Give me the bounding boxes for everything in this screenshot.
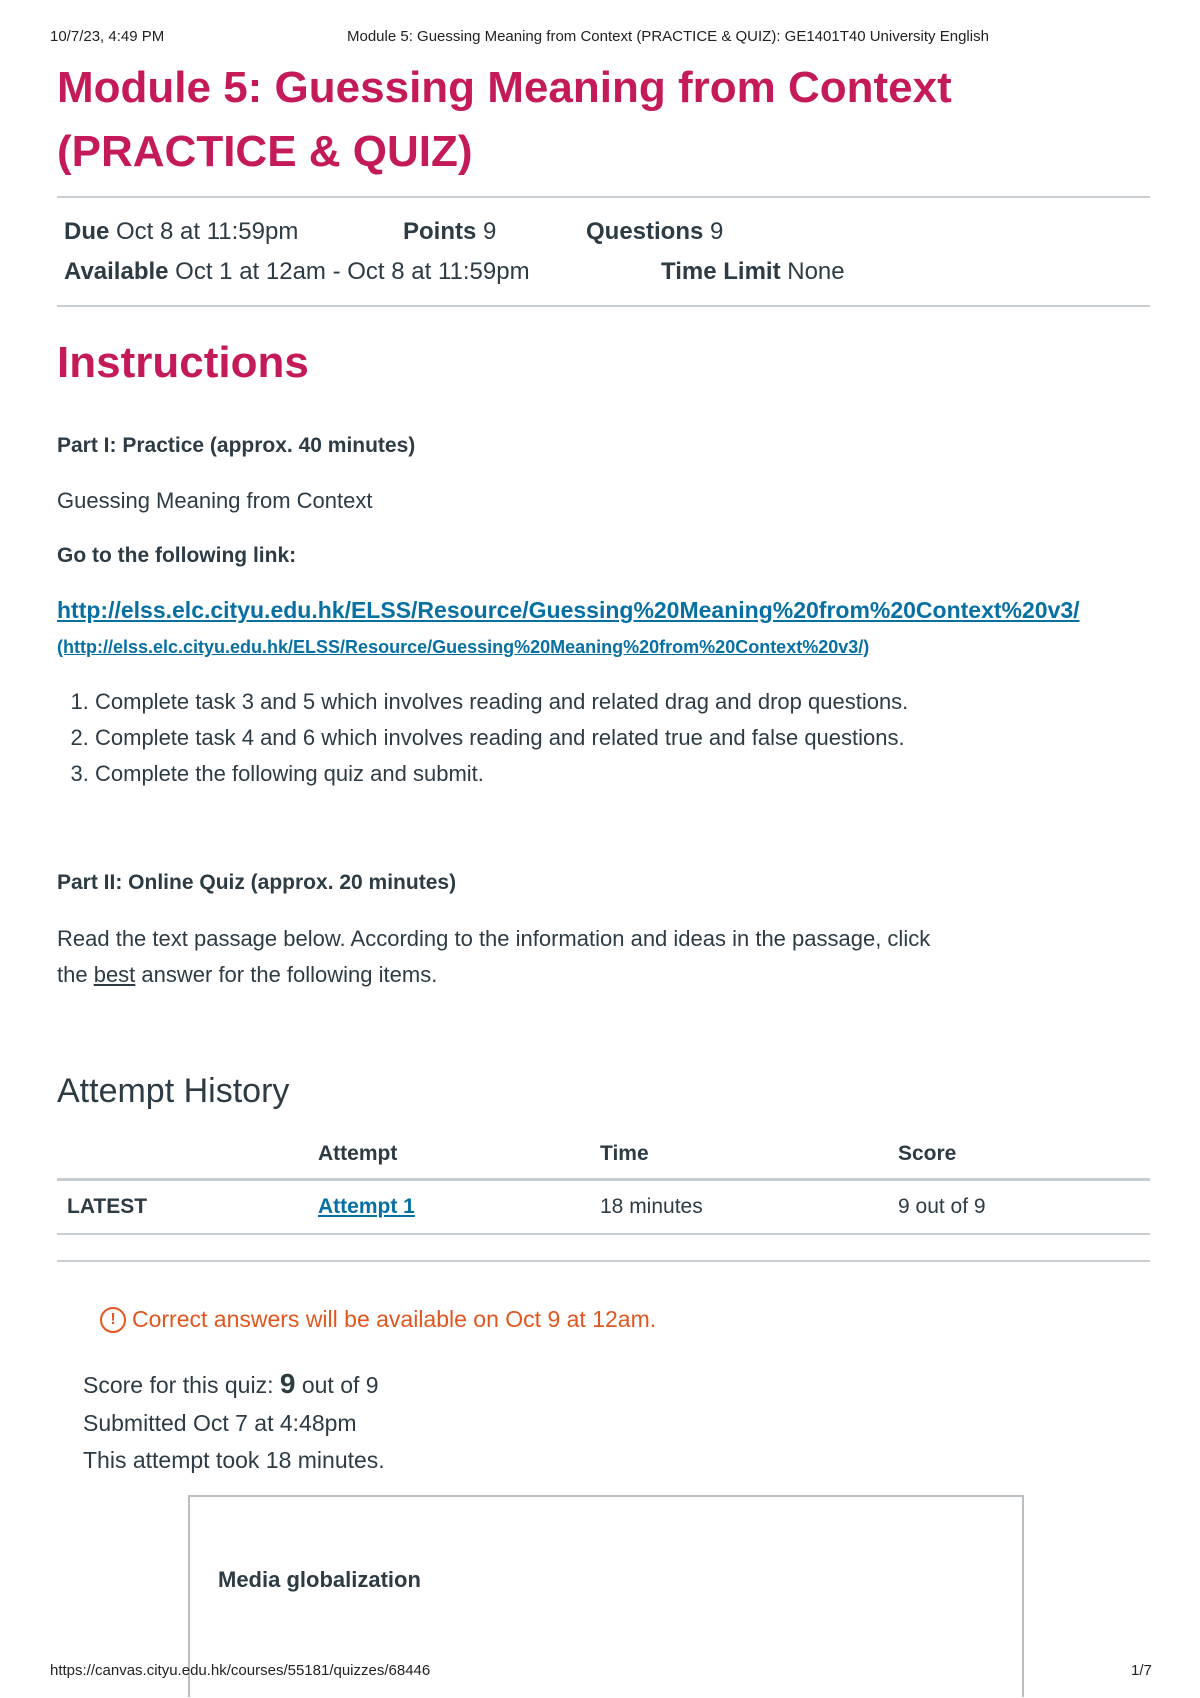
list-item: 3. Complete the following quiz and submit. <box>95 756 1137 792</box>
column-header: Score <box>888 1130 1150 1180</box>
part2-text-a: the <box>57 962 94 987</box>
practice-link[interactable]: http://elss.elc.cityu.edu.hk/ELSS/Resource/Guessing%20Meaning%20from%20Context%20v3/ <box>57 597 1080 623</box>
due-info <box>64 218 298 246</box>
part1-heading: Part I: Practice (approx. 40 minutes) <box>57 434 416 457</box>
part1-text: Guessing Meaning from Context <box>57 488 373 513</box>
part2-text-line1: Read the text passage below. According to the information and ideas in the passage, click <box>57 926 931 951</box>
attempt-score: 9 out of 9 <box>888 1180 1150 1235</box>
due-label: Due <box>64 218 110 245</box>
emphasis-best: best <box>93 962 136 987</box>
available-info <box>64 258 530 286</box>
available-label: Available <box>64 258 169 285</box>
attempt-history-table <box>57 1130 1150 1235</box>
score-prefix: Score for this quiz: <box>83 1372 280 1398</box>
print-datetime: 10/7/23, 4:49 PM <box>50 28 165 45</box>
time-limit-value: None <box>787 258 845 285</box>
attempt-history-heading: Attempt History <box>57 1072 290 1110</box>
steps-list <box>57 684 1137 792</box>
exclamation-circle-icon: ! <box>100 1307 126 1333</box>
latest-label: LATEST <box>57 1180 308 1235</box>
submitted-time: Submitted Oct 7 at 4:48pm <box>83 1410 357 1436</box>
print-page-number: 1/7 <box>1131 1662 1152 1679</box>
time-limit-info <box>661 258 845 286</box>
points-label: Points <box>403 218 477 245</box>
divider <box>57 305 1150 307</box>
correct-answers-notice <box>100 1306 656 1333</box>
print-url: https://canvas.cityu.edu.hk/courses/55181/quizzes/68446 <box>50 1662 431 1679</box>
practice-link-text[interactable]: (http://elss.elc.cityu.edu.hk/ELSS/Resource/Guessing%20Meaning%20from%20Context%20v3/) <box>57 637 870 657</box>
notice-text: Correct answers will be available on Oct 9 at 12am. <box>132 1306 657 1332</box>
attempt-time: 18 minutes <box>590 1180 888 1235</box>
score-value: 9 <box>279 1368 296 1399</box>
table-header-row <box>57 1130 1150 1180</box>
instructions-heading: Instructions <box>57 338 309 387</box>
available-value: Oct 1 at 12am - Oct 8 at 11:59pm <box>175 258 530 285</box>
column-header <box>57 1130 308 1180</box>
page-title-line2: (PRACTICE & QUIZ) <box>57 127 473 176</box>
questions-value: 9 <box>710 218 724 245</box>
questions-info <box>586 218 723 246</box>
points-info <box>403 218 496 246</box>
attempt-duration: This attempt took 18 minutes. <box>83 1447 385 1473</box>
questions-label: Questions <box>586 218 704 245</box>
print-doc-title: Module 5: Guessing Meaning from Context (PRACTICE & QUIZ): GE1401T40 University English <box>347 28 989 45</box>
passage-title: Media globalization <box>218 1567 421 1592</box>
go-to-label: Go to the following link: <box>57 544 297 567</box>
list-item: 1. Complete task 3 and 5 which involves reading and related drag and drop questions. <box>95 684 1137 720</box>
list-item: 2. Complete task 4 and 6 which involves reading and related true and false questions. <box>95 720 1137 756</box>
column-header: Attempt <box>308 1130 590 1180</box>
divider <box>57 196 1150 198</box>
points-value: 9 <box>483 218 497 245</box>
quiz-score <box>83 1368 379 1400</box>
page-title-line1: Module 5: Guessing Meaning from Context <box>57 63 952 112</box>
attempt-link[interactable]: Attempt 1 <box>318 1195 415 1218</box>
part2-text-line2 <box>57 962 437 988</box>
score-suffix: out of 9 <box>295 1372 379 1398</box>
part2-text-c: answer for the following items. <box>135 962 438 987</box>
time-limit-label: Time Limit <box>661 258 781 285</box>
page-title <box>57 56 1137 184</box>
table-row <box>57 1180 1150 1235</box>
column-header: Time <box>590 1130 888 1180</box>
part2-heading: Part II: Online Quiz (approx. 20 minutes) <box>57 871 457 894</box>
due-value: Oct 8 at 11:59pm <box>116 218 299 245</box>
divider <box>57 1260 1150 1262</box>
